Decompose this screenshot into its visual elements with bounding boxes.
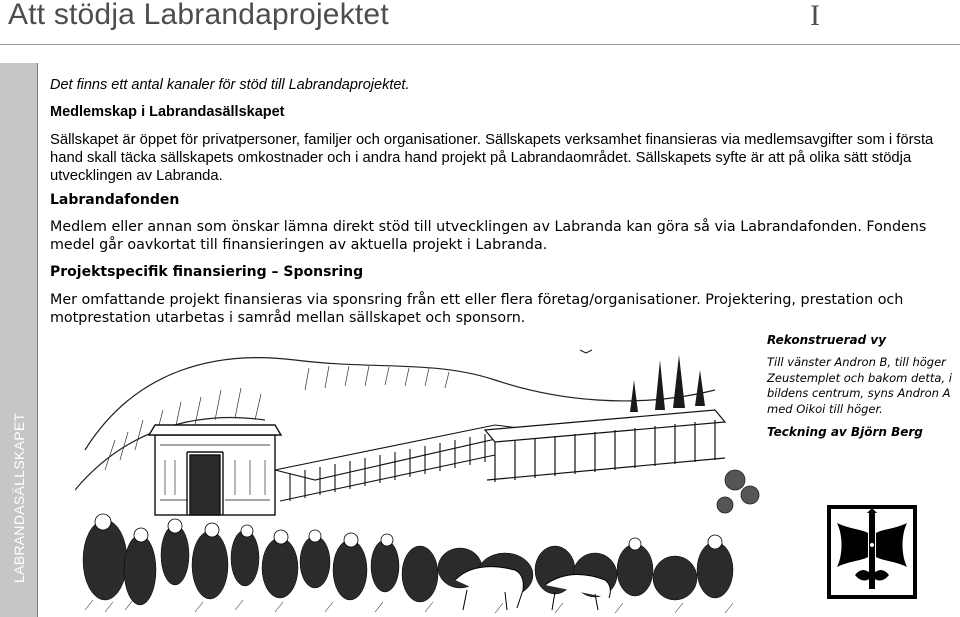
image-caption [767,333,960,439]
caption-credit: Teckning av Björn Berg [767,425,923,439]
caption-text: Till vänster Andron B, till höger Zeustemplet och bakom detta, i bildens centrum, syns Andron A med Oikoi till höger. [767,355,952,416]
page-marker: I [810,0,820,32]
main-content [50,76,950,327]
caption-title: Rekonstruerad vy [767,333,887,347]
procession-crowd [83,520,733,605]
section-heading-sponsorship: Projektspecifik finansiering – Sponsring [50,264,364,280]
labrys-emblem [827,505,917,599]
section-heading-membership: Medlemskap i Labrandasällskapet [50,104,285,120]
zeus-temple [485,410,725,482]
sidebar [0,63,38,617]
bird-sketch [580,350,592,353]
header-divider [0,44,960,45]
cypress-trees [630,355,705,412]
sidebar-label: LABRANDASÄLLSKAPET [11,412,27,583]
intro-text: Det finns ett antal kanaler för stöd till Labrandaprojektet. [50,77,410,93]
section-body-sponsorship: Mer omfattande projekt finansieras via sponsring från ett eller flera företag/organisationer. Projektering, prestation och motprestation utarbetas i samråd mellan sällskapet och sponsorn. [50,292,904,326]
andron-b-building [149,425,281,515]
section-heading-fund: Labrandafonden [50,192,180,208]
page-title: Att stödja Labrandaprojektet [8,0,389,31]
section-body-fund: Medlem eller annan som önskar lämna direkt stöd till utvecklingen av Labranda kan göra så via Labrandafonden. Fondens medel går oavkortat till finansieringen av aktuella projekt i Labranda. [50,219,927,253]
section-body-membership: Sällskapet är öppet för privatpersoner, familjer och organisationer. Sällskapets verksamhet finansieras via medlemsavgifter som i första hand skall täcka sällskapets omkostnader och i andra hand projekt på Labrandaområdet. Sällskapets syfte är att på olika sätt stödja utvecklingen av Labranda. [50,132,934,184]
reconstruction-drawing [75,330,765,615]
